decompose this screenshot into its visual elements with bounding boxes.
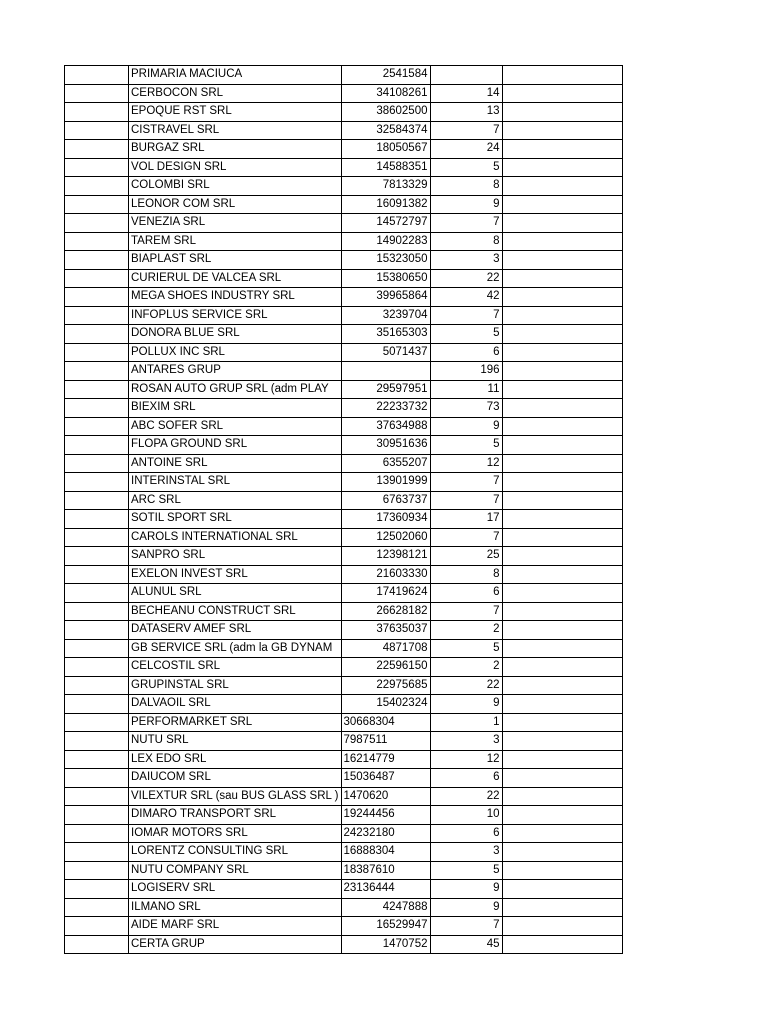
table-row bbox=[65, 399, 623, 418]
table-row bbox=[65, 380, 623, 399]
company-name-cell[interactable]: CERTA GRUP bbox=[129, 935, 342, 954]
count-cell[interactable]: 13 bbox=[430, 103, 502, 122]
empty-cell[interactable] bbox=[502, 158, 622, 177]
count-cell[interactable]: 9 bbox=[430, 898, 502, 917]
fiscal-code-cell[interactable]: 37634988 bbox=[341, 417, 430, 436]
fiscal-code-cell[interactable]: 30951636 bbox=[341, 436, 430, 455]
table-row bbox=[65, 343, 623, 362]
empty-cell[interactable] bbox=[65, 510, 129, 529]
empty-cell[interactable] bbox=[502, 436, 622, 455]
empty-cell[interactable] bbox=[502, 380, 622, 399]
company-name-cell[interactable]: TAREM SRL bbox=[129, 232, 342, 251]
table-row bbox=[65, 121, 623, 140]
table-row bbox=[65, 917, 623, 936]
fiscal-code-cell[interactable]: 22596150 bbox=[341, 658, 430, 677]
table-row bbox=[65, 528, 623, 547]
empty-cell[interactable] bbox=[65, 861, 129, 880]
table-row bbox=[65, 547, 623, 566]
company-name-cell[interactable]: AIDE MARF SRL bbox=[129, 917, 342, 936]
fiscal-code-cell[interactable] bbox=[341, 362, 430, 381]
empty-cell[interactable] bbox=[502, 824, 622, 843]
fiscal-code-cell[interactable]: 18050567 bbox=[341, 140, 430, 159]
fiscal-code-cell[interactable]: 17419624 bbox=[341, 584, 430, 603]
company-name-cell[interactable]: POLLUX INC SRL bbox=[129, 343, 342, 362]
empty-cell[interactable] bbox=[65, 66, 129, 85]
table-row bbox=[65, 66, 623, 85]
company-name-cell[interactable]: COLOMBI SRL bbox=[129, 177, 342, 196]
empty-cell[interactable] bbox=[502, 584, 622, 603]
count-cell[interactable]: 22 bbox=[430, 676, 502, 695]
table-row bbox=[65, 639, 623, 658]
empty-cell[interactable] bbox=[502, 935, 622, 954]
fiscal-code-cell[interactable]: 35165303 bbox=[341, 325, 430, 344]
company-name-cell[interactable]: GRUPINSTAL SRL bbox=[129, 676, 342, 695]
empty-cell[interactable] bbox=[65, 362, 129, 381]
empty-cell[interactable] bbox=[502, 565, 622, 584]
company-name-cell[interactable]: DATASERV AMEF SRL bbox=[129, 621, 342, 640]
count-cell[interactable]: 5 bbox=[430, 158, 502, 177]
table-row bbox=[65, 695, 623, 714]
empty-cell[interactable] bbox=[502, 639, 622, 658]
fiscal-code-cell[interactable]: 32584374 bbox=[341, 121, 430, 140]
fiscal-code-cell[interactable]: 15323050 bbox=[341, 251, 430, 270]
empty-cell[interactable] bbox=[65, 824, 129, 843]
empty-cell[interactable] bbox=[502, 177, 622, 196]
empty-cell[interactable] bbox=[65, 251, 129, 270]
empty-cell[interactable] bbox=[502, 695, 622, 714]
company-name-cell[interactable]: LEONOR COM SRL bbox=[129, 195, 342, 214]
empty-cell[interactable] bbox=[65, 195, 129, 214]
table-row bbox=[65, 898, 623, 917]
fiscal-code-cell[interactable]: 22233732 bbox=[341, 399, 430, 418]
table-row bbox=[65, 306, 623, 325]
empty-cell[interactable] bbox=[65, 325, 129, 344]
fiscal-code-cell[interactable]: 30668304 bbox=[341, 713, 430, 732]
table-row bbox=[65, 269, 623, 288]
empty-cell[interactable] bbox=[65, 214, 129, 233]
table-body bbox=[65, 66, 623, 954]
empty-cell[interactable] bbox=[502, 676, 622, 695]
count-cell[interactable]: 8 bbox=[430, 177, 502, 196]
count-cell[interactable]: 73 bbox=[430, 399, 502, 418]
empty-cell[interactable] bbox=[502, 732, 622, 751]
empty-cell[interactable] bbox=[65, 732, 129, 751]
fiscal-code-cell[interactable]: 21603330 bbox=[341, 565, 430, 584]
table-row bbox=[65, 787, 623, 806]
empty-cell[interactable] bbox=[502, 325, 622, 344]
empty-cell[interactable] bbox=[502, 843, 622, 862]
empty-cell[interactable] bbox=[65, 473, 129, 492]
empty-cell[interactable] bbox=[65, 935, 129, 954]
empty-cell[interactable] bbox=[65, 843, 129, 862]
company-name-cell[interactable]: CURIERUL DE VALCEA SRL bbox=[129, 269, 342, 288]
company-name-cell[interactable]: IOMAR MOTORS SRL bbox=[129, 824, 342, 843]
company-name-cell[interactable]: MEGA SHOES INDUSTRY SRL bbox=[129, 288, 342, 307]
count-cell[interactable]: 7 bbox=[430, 602, 502, 621]
table-row bbox=[65, 84, 623, 103]
table-row bbox=[65, 880, 623, 899]
company-name-cell[interactable]: ARC SRL bbox=[129, 491, 342, 510]
empty-cell[interactable] bbox=[502, 602, 622, 621]
empty-cell[interactable] bbox=[65, 787, 129, 806]
company-name-cell[interactable]: BIEXIM SRL bbox=[129, 399, 342, 418]
company-name-cell[interactable]: BURGAZ SRL bbox=[129, 140, 342, 159]
count-cell[interactable]: 7 bbox=[430, 306, 502, 325]
count-cell[interactable]: 9 bbox=[430, 417, 502, 436]
table-row bbox=[65, 251, 623, 270]
company-name-cell[interactable]: NUTU SRL bbox=[129, 732, 342, 751]
table-row bbox=[65, 584, 623, 603]
fiscal-code-cell[interactable]: 29597951 bbox=[341, 380, 430, 399]
count-cell[interactable]: 14 bbox=[430, 84, 502, 103]
empty-cell[interactable] bbox=[65, 177, 129, 196]
count-cell[interactable]: 45 bbox=[430, 935, 502, 954]
fiscal-code-cell[interactable]: 5071437 bbox=[341, 343, 430, 362]
fiscal-code-cell[interactable]: 38602500 bbox=[341, 103, 430, 122]
count-cell[interactable]: 22 bbox=[430, 269, 502, 288]
company-name-cell[interactable]: DONORA BLUE SRL bbox=[129, 325, 342, 344]
count-cell[interactable]: 9 bbox=[430, 195, 502, 214]
empty-cell[interactable] bbox=[502, 787, 622, 806]
company-name-cell[interactable]: ALUNUL SRL bbox=[129, 584, 342, 603]
empty-cell[interactable] bbox=[502, 343, 622, 362]
empty-cell[interactable] bbox=[502, 251, 622, 270]
empty-cell[interactable] bbox=[65, 288, 129, 307]
fiscal-code-cell[interactable]: 6763737 bbox=[341, 491, 430, 510]
fiscal-code-cell[interactable]: 22975685 bbox=[341, 676, 430, 695]
empty-cell[interactable] bbox=[65, 639, 129, 658]
empty-cell[interactable] bbox=[65, 399, 129, 418]
fiscal-code-cell[interactable]: 15402324 bbox=[341, 695, 430, 714]
company-name-cell[interactable]: ANTARES GRUP bbox=[129, 362, 342, 381]
fiscal-code-cell[interactable]: 26628182 bbox=[341, 602, 430, 621]
fiscal-code-cell[interactable]: 6355207 bbox=[341, 454, 430, 473]
company-name-cell[interactable]: LORENTZ CONSULTING SRL bbox=[129, 843, 342, 862]
empty-cell[interactable] bbox=[502, 713, 622, 732]
empty-cell[interactable] bbox=[65, 158, 129, 177]
table-row bbox=[65, 935, 623, 954]
company-name-cell[interactable]: VILEXTUR SRL (sau BUS GLASS SRL ) bbox=[129, 787, 342, 806]
empty-cell[interactable] bbox=[502, 195, 622, 214]
fiscal-code-cell[interactable]: 23136444 bbox=[341, 880, 430, 899]
company-name-cell[interactable]: ABC SOFER SRL bbox=[129, 417, 342, 436]
fiscal-code-cell[interactable]: 7813329 bbox=[341, 177, 430, 196]
empty-cell[interactable] bbox=[502, 806, 622, 825]
company-name-cell[interactable]: EPOQUE RST SRL bbox=[129, 103, 342, 122]
table-row bbox=[65, 510, 623, 529]
empty-cell[interactable] bbox=[502, 658, 622, 677]
table-row bbox=[65, 565, 623, 584]
empty-cell[interactable] bbox=[65, 140, 129, 159]
table-row bbox=[65, 362, 623, 381]
count-cell[interactable]: 5 bbox=[430, 325, 502, 344]
count-cell[interactable]: 22 bbox=[430, 787, 502, 806]
count-cell[interactable]: 12 bbox=[430, 750, 502, 769]
count-cell[interactable]: 25 bbox=[430, 547, 502, 566]
empty-cell[interactable] bbox=[502, 269, 622, 288]
company-name-cell[interactable]: NUTU COMPANY SRL bbox=[129, 861, 342, 880]
empty-cell[interactable] bbox=[502, 880, 622, 899]
table-row bbox=[65, 491, 623, 510]
table-row bbox=[65, 473, 623, 492]
table-row bbox=[65, 417, 623, 436]
fiscal-code-cell[interactable]: 24232180 bbox=[341, 824, 430, 843]
empty-cell[interactable] bbox=[65, 898, 129, 917]
empty-cell[interactable] bbox=[65, 491, 129, 510]
empty-cell[interactable] bbox=[502, 510, 622, 529]
empty-cell[interactable] bbox=[502, 306, 622, 325]
spreadsheet-table bbox=[64, 65, 623, 954]
empty-cell[interactable] bbox=[502, 66, 622, 85]
company-name-cell[interactable]: LOGISERV SRL bbox=[129, 880, 342, 899]
count-cell[interactable]: 24 bbox=[430, 140, 502, 159]
empty-cell[interactable] bbox=[502, 417, 622, 436]
empty-cell[interactable] bbox=[502, 898, 622, 917]
fiscal-code-cell[interactable]: 13901999 bbox=[341, 473, 430, 492]
empty-cell[interactable] bbox=[502, 750, 622, 769]
fiscal-code-cell[interactable]: 15380650 bbox=[341, 269, 430, 288]
company-name-cell[interactable]: LEX EDO SRL bbox=[129, 750, 342, 769]
fiscal-code-cell[interactable]: 17360934 bbox=[341, 510, 430, 529]
empty-cell[interactable] bbox=[502, 232, 622, 251]
count-cell[interactable]: 7 bbox=[430, 473, 502, 492]
fiscal-code-cell[interactable]: 15036487 bbox=[341, 769, 430, 788]
empty-cell[interactable] bbox=[65, 547, 129, 566]
empty-cell[interactable] bbox=[502, 288, 622, 307]
count-cell[interactable] bbox=[430, 66, 502, 85]
empty-cell[interactable] bbox=[65, 269, 129, 288]
empty-cell[interactable] bbox=[65, 917, 129, 936]
empty-cell[interactable] bbox=[502, 547, 622, 566]
company-name-cell[interactable]: VOL DESIGN SRL bbox=[129, 158, 342, 177]
company-name-cell[interactable]: ILMANO SRL bbox=[129, 898, 342, 917]
empty-cell[interactable] bbox=[65, 232, 129, 251]
empty-cell[interactable] bbox=[65, 103, 129, 122]
empty-cell[interactable] bbox=[502, 454, 622, 473]
fiscal-code-cell[interactable]: 37635037 bbox=[341, 621, 430, 640]
fiscal-code-cell[interactable]: 2541584 bbox=[341, 66, 430, 85]
company-name-cell[interactable]: DIMARO TRANSPORT SRL bbox=[129, 806, 342, 825]
company-name-cell[interactable]: GB SERVICE SRL (adm la GB DYNAM bbox=[129, 639, 342, 658]
table-row bbox=[65, 454, 623, 473]
count-cell[interactable]: 5 bbox=[430, 639, 502, 658]
table-row bbox=[65, 769, 623, 788]
fiscal-code-cell[interactable]: 12398121 bbox=[341, 547, 430, 566]
table-row bbox=[65, 843, 623, 862]
count-cell[interactable]: 2 bbox=[430, 621, 502, 640]
count-cell[interactable]: 10 bbox=[430, 806, 502, 825]
company-name-cell[interactable]: FLOPA GROUND SRL bbox=[129, 436, 342, 455]
empty-cell[interactable] bbox=[502, 528, 622, 547]
table-row bbox=[65, 750, 623, 769]
empty-cell[interactable] bbox=[502, 140, 622, 159]
table-row bbox=[65, 732, 623, 751]
table-row bbox=[65, 103, 623, 122]
empty-cell[interactable] bbox=[65, 121, 129, 140]
empty-cell[interactable] bbox=[65, 695, 129, 714]
empty-cell[interactable] bbox=[65, 621, 129, 640]
company-name-cell[interactable]: INTERINSTAL SRL bbox=[129, 473, 342, 492]
fiscal-code-cell[interactable]: 34108261 bbox=[341, 84, 430, 103]
empty-cell[interactable] bbox=[65, 343, 129, 362]
company-name-cell[interactable]: CAROLS INTERNATIONAL SRL bbox=[129, 528, 342, 547]
table-row bbox=[65, 140, 623, 159]
count-cell[interactable]: 3 bbox=[430, 732, 502, 751]
empty-cell[interactable] bbox=[65, 528, 129, 547]
count-cell[interactable]: 8 bbox=[430, 232, 502, 251]
table-row bbox=[65, 177, 623, 196]
table-row bbox=[65, 436, 623, 455]
table-row bbox=[65, 806, 623, 825]
empty-cell[interactable] bbox=[65, 436, 129, 455]
fiscal-code-cell[interactable]: 12502060 bbox=[341, 528, 430, 547]
company-name-cell[interactable]: EXELON INVEST SRL bbox=[129, 565, 342, 584]
fiscal-code-cell[interactable]: 1470752 bbox=[341, 935, 430, 954]
table-row bbox=[65, 214, 623, 233]
empty-cell[interactable] bbox=[502, 769, 622, 788]
empty-cell[interactable] bbox=[65, 306, 129, 325]
company-name-cell[interactable]: CELCOSTIL SRL bbox=[129, 658, 342, 677]
table-row bbox=[65, 861, 623, 880]
fiscal-code-cell[interactable]: 7987511 bbox=[341, 732, 430, 751]
count-cell[interactable]: 42 bbox=[430, 288, 502, 307]
count-cell[interactable]: 196 bbox=[430, 362, 502, 381]
company-name-cell[interactable]: CISTRAVEL SRL bbox=[129, 121, 342, 140]
fiscal-code-cell[interactable]: 4871708 bbox=[341, 639, 430, 658]
empty-cell[interactable] bbox=[65, 602, 129, 621]
empty-cell[interactable] bbox=[502, 491, 622, 510]
count-cell[interactable]: 5 bbox=[430, 436, 502, 455]
count-cell[interactable]: 11 bbox=[430, 380, 502, 399]
company-name-cell[interactable]: INFOPLUS SERVICE SRL bbox=[129, 306, 342, 325]
fiscal-code-cell[interactable]: 4247888 bbox=[341, 898, 430, 917]
empty-cell[interactable] bbox=[65, 84, 129, 103]
table-row bbox=[65, 325, 623, 344]
count-cell[interactable]: 9 bbox=[430, 695, 502, 714]
empty-cell[interactable] bbox=[65, 658, 129, 677]
fiscal-code-cell[interactable]: 16529947 bbox=[341, 917, 430, 936]
fiscal-code-cell[interactable]: 16888304 bbox=[341, 843, 430, 862]
company-name-cell[interactable]: SOTIL SPORT SRL bbox=[129, 510, 342, 529]
company-name-cell[interactable]: PRIMARIA MACIUCA bbox=[129, 66, 342, 85]
empty-cell[interactable] bbox=[65, 806, 129, 825]
empty-cell[interactable] bbox=[502, 214, 622, 233]
table-row bbox=[65, 676, 623, 695]
company-name-cell[interactable]: ANTOINE SRL bbox=[129, 454, 342, 473]
count-cell[interactable]: 6 bbox=[430, 584, 502, 603]
empty-cell[interactable] bbox=[65, 454, 129, 473]
empty-cell[interactable] bbox=[502, 917, 622, 936]
empty-cell[interactable] bbox=[65, 584, 129, 603]
company-name-cell[interactable]: VENEZIA SRL bbox=[129, 214, 342, 233]
table-row bbox=[65, 232, 623, 251]
fiscal-code-cell[interactable]: 14902283 bbox=[341, 232, 430, 251]
count-cell[interactable]: 9 bbox=[430, 880, 502, 899]
count-cell[interactable]: 6 bbox=[430, 824, 502, 843]
company-name-cell[interactable]: DAIUCOM SRL bbox=[129, 769, 342, 788]
count-cell[interactable]: 8 bbox=[430, 565, 502, 584]
count-cell[interactable]: 2 bbox=[430, 658, 502, 677]
company-name-cell[interactable]: SANPRO SRL bbox=[129, 547, 342, 566]
count-cell[interactable]: 6 bbox=[430, 343, 502, 362]
table-row bbox=[65, 288, 623, 307]
table-row bbox=[65, 824, 623, 843]
count-cell[interactable]: 5 bbox=[430, 861, 502, 880]
company-name-cell[interactable]: BECHEANU CONSTRUCT SRL bbox=[129, 602, 342, 621]
empty-cell[interactable] bbox=[65, 380, 129, 399]
empty-cell[interactable] bbox=[502, 861, 622, 880]
count-cell[interactable]: 7 bbox=[430, 528, 502, 547]
fiscal-code-cell[interactable]: 14588351 bbox=[341, 158, 430, 177]
table-row bbox=[65, 658, 623, 677]
company-name-cell[interactable]: ROSAN AUTO GRUP SRL (adm PLAY bbox=[129, 380, 342, 399]
count-cell[interactable]: 17 bbox=[430, 510, 502, 529]
fiscal-code-cell[interactable]: 16214779 bbox=[341, 750, 430, 769]
table-row bbox=[65, 602, 623, 621]
company-name-cell[interactable]: PERFORMARKET SRL bbox=[129, 713, 342, 732]
fiscal-code-cell[interactable]: 14572797 bbox=[341, 214, 430, 233]
table-row bbox=[65, 713, 623, 732]
fiscal-code-cell[interactable]: 16091382 bbox=[341, 195, 430, 214]
fiscal-code-cell[interactable]: 3239704 bbox=[341, 306, 430, 325]
empty-cell[interactable] bbox=[502, 621, 622, 640]
empty-cell[interactable] bbox=[502, 473, 622, 492]
empty-cell[interactable] bbox=[502, 399, 622, 418]
empty-cell[interactable] bbox=[502, 84, 622, 103]
empty-cell[interactable] bbox=[65, 676, 129, 695]
count-cell[interactable]: 7 bbox=[430, 121, 502, 140]
empty-cell[interactable] bbox=[65, 769, 129, 788]
fiscal-code-cell[interactable]: 39965864 bbox=[341, 288, 430, 307]
company-name-cell[interactable]: CERBOCON SRL bbox=[129, 84, 342, 103]
fiscal-code-cell[interactable]: 18387610 bbox=[341, 861, 430, 880]
count-cell[interactable]: 7 bbox=[430, 491, 502, 510]
empty-cell[interactable] bbox=[65, 713, 129, 732]
company-name-cell[interactable]: BIAPLAST SRL bbox=[129, 251, 342, 270]
count-cell[interactable]: 6 bbox=[430, 769, 502, 788]
fiscal-code-cell[interactable]: 19244456 bbox=[341, 806, 430, 825]
empty-cell[interactable] bbox=[502, 121, 622, 140]
count-cell[interactable]: 3 bbox=[430, 843, 502, 862]
empty-cell[interactable] bbox=[65, 750, 129, 769]
fiscal-code-cell[interactable]: 1470620 bbox=[341, 787, 430, 806]
table-row bbox=[65, 195, 623, 214]
count-cell[interactable]: 1 bbox=[430, 713, 502, 732]
empty-cell[interactable] bbox=[502, 103, 622, 122]
count-cell[interactable]: 3 bbox=[430, 251, 502, 270]
table-row bbox=[65, 158, 623, 177]
table-row bbox=[65, 621, 623, 640]
empty-cell[interactable] bbox=[502, 362, 622, 381]
count-cell[interactable]: 7 bbox=[430, 214, 502, 233]
count-cell[interactable]: 12 bbox=[430, 454, 502, 473]
company-name-cell[interactable]: DALVAOIL SRL bbox=[129, 695, 342, 714]
empty-cell[interactable] bbox=[65, 565, 129, 584]
count-cell[interactable]: 7 bbox=[430, 917, 502, 936]
empty-cell[interactable] bbox=[65, 417, 129, 436]
empty-cell[interactable] bbox=[65, 880, 129, 899]
